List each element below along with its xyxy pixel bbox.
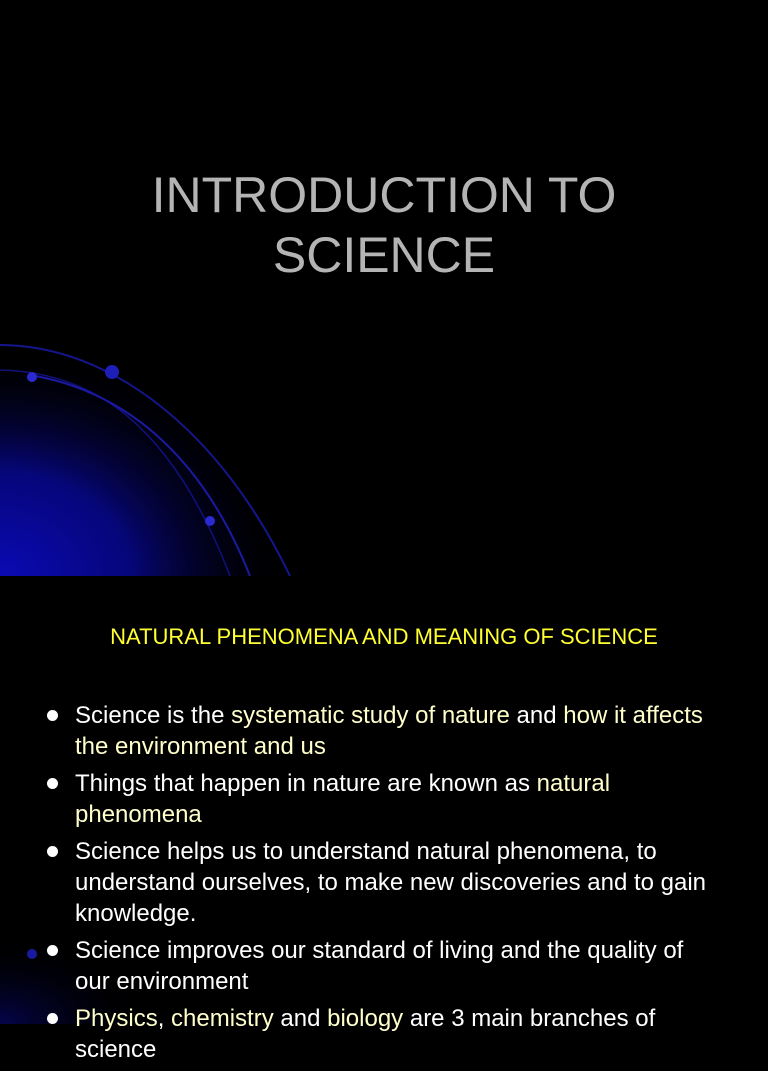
bullet-dot-icon <box>47 710 58 721</box>
bullet-text: Science improves our standard of living and the quality of our environment <box>75 937 684 995</box>
bullet-list <box>40 700 720 1071</box>
highlighted-text: chemistry <box>171 1005 274 1032</box>
arc-dot-icon <box>27 949 37 959</box>
bullet-text: , <box>157 1005 172 1032</box>
bullet-text: Things that happen in nature are known as <box>75 770 537 797</box>
arc-dot-icon <box>27 372 37 382</box>
bullet-dot-icon <box>47 778 58 789</box>
arc-dot-icon <box>205 516 215 526</box>
bullet-dot-icon <box>47 945 58 956</box>
bullet-item <box>40 1003 720 1065</box>
content-slide <box>0 576 768 1063</box>
slide-heading: NATURAL PHENOMENA AND MEANING OF SCIENCE <box>110 624 658 649</box>
bullet-item <box>40 836 720 929</box>
bullet-text: Science is the <box>75 702 232 729</box>
bullet-item <box>40 768 720 830</box>
title-line: INTRODUCTION TO <box>151 167 617 223</box>
bullet-dot-icon <box>47 1013 58 1024</box>
title-line: SCIENCE <box>272 227 496 283</box>
bullet-text: Science helps us to understand natural phenomena, to understand ourselves, to make new discoveries and to gain knowledge. <box>75 838 707 927</box>
bullet-item <box>40 935 720 997</box>
highlighted-text: natural phenomena <box>75 770 611 828</box>
bullet-text: are 3 main branches of science <box>75 1005 656 1063</box>
highlighted-text: how it affects the environment and us <box>75 702 703 760</box>
bullet-item <box>40 700 720 762</box>
highlighted-text: Physics <box>75 1005 158 1032</box>
bullet-text: and <box>509 702 564 729</box>
slide-title <box>0 165 768 285</box>
arc-dot-icon <box>105 365 119 379</box>
highlighted-text: systematic study of nature <box>231 702 510 729</box>
bullet-text: and <box>273 1005 328 1032</box>
highlighted-text: biology <box>327 1005 404 1032</box>
bullet-dot-icon <box>47 846 58 857</box>
